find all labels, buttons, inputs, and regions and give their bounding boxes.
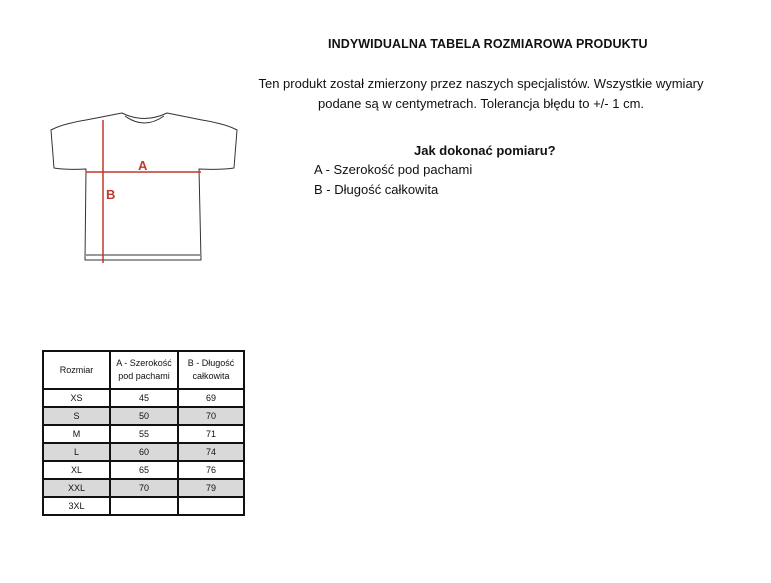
table-row <box>43 389 244 407</box>
measurement-legend <box>314 160 472 200</box>
measurement-heading: Jak dokonać pomiaru? <box>414 143 556 158</box>
legend-item-b: B - Długość całkowita <box>314 182 439 197</box>
tshirt-collar <box>125 116 164 123</box>
cell-size: XXL <box>43 479 110 497</box>
table-row <box>43 443 244 461</box>
cell-length: 70 <box>178 407 244 425</box>
header-length: B - Długość całkowita <box>178 351 244 389</box>
intro-text: Ten produkt został zmierzony przez naszych specjalistów. Wszystkie wymiary podane są w centymetrach. Tolerancja błędu to +/- 1 cm. <box>258 76 704 111</box>
cell-width: 55 <box>110 425 178 443</box>
table-row <box>43 425 244 443</box>
label-b: B <box>106 187 116 202</box>
tshirt-outline <box>51 113 237 260</box>
cell-width: 50 <box>110 407 178 425</box>
label-a: A <box>138 158 148 173</box>
cell-size: L <box>43 443 110 461</box>
header-width: A - Szerokość pod pachami <box>110 351 178 389</box>
table-row <box>43 479 244 497</box>
cell-size: S <box>43 407 110 425</box>
table-row <box>43 407 244 425</box>
cell-length <box>178 497 244 515</box>
cell-width <box>110 497 178 515</box>
cell-width: 60 <box>110 443 178 461</box>
page-title: INDYWIDUALNA TABELA ROZMIAROWA PRODUKTU <box>328 37 648 51</box>
cell-size: XS <box>43 389 110 407</box>
cell-width: 45 <box>110 389 178 407</box>
cell-length: 76 <box>178 461 244 479</box>
table-row <box>43 461 244 479</box>
cell-length: 69 <box>178 389 244 407</box>
cell-size: 3XL <box>43 497 110 515</box>
cell-width: 70 <box>110 479 178 497</box>
legend-item-a: A - Szerokość pod pachami <box>314 162 473 177</box>
size-table <box>42 350 245 516</box>
cell-size: XL <box>43 461 110 479</box>
cell-width: 65 <box>110 461 178 479</box>
table-row <box>43 497 244 515</box>
tshirt-diagram <box>46 108 246 268</box>
header-size: Rozmiar <box>43 351 110 389</box>
cell-length: 71 <box>178 425 244 443</box>
cell-size: M <box>43 425 110 443</box>
cell-length: 74 <box>178 443 244 461</box>
table-header-row <box>43 351 244 389</box>
cell-length: 79 <box>178 479 244 497</box>
